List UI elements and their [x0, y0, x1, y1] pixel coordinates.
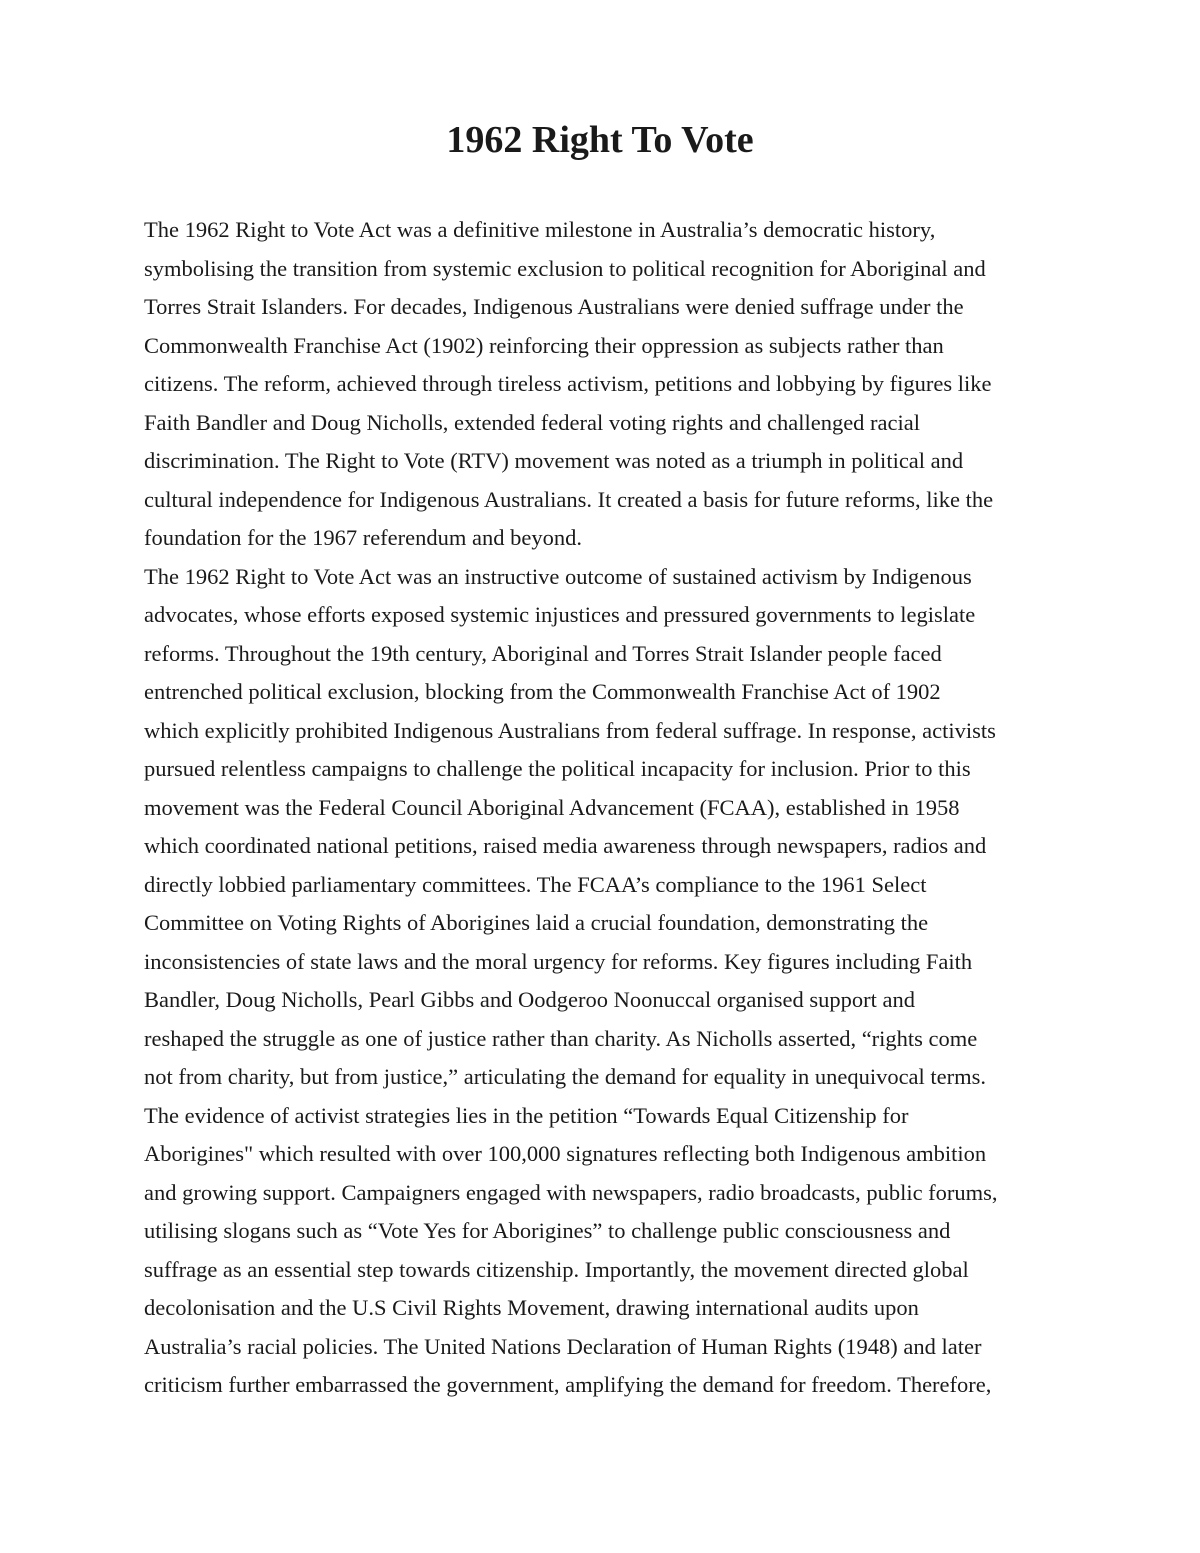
body-text-line: advocates, whose efforts exposed systemic injustices and pressured governments to legislate: [144, 602, 976, 627]
body-text-line: The 1962 Right to Vote Act was a definitive milestone in Australia’s democratic history,: [144, 217, 936, 242]
body-text-line: reshaped the struggle as one of justice rather than charity. As Nicholls asserted, “rights come: [144, 1025, 978, 1051]
body-text-line: utilising slogans such as “Vote Yes for Aborigines” to challenge public consciousness and: [144, 1218, 951, 1243]
body-text-line: reforms. Throughout the 19th century, Aboriginal and Torres Strait Islander people faced: [144, 640, 942, 666]
body-text-line: Australia’s racial policies. The United Nations Declaration of Human Rights (1948) and later: [144, 1333, 982, 1359]
body-text-line: inconsistencies of state laws and the moral urgency for reforms. Key figures including Faith: [144, 948, 973, 974]
document-title: 1962 Right To Vote: [446, 119, 754, 161]
body-text-line: The evidence of activist strategies lies in the petition “Towards Equal Citizenship for: [144, 1102, 909, 1128]
document-body: [144, 211, 1064, 1405]
body-text-line: symbolising the transition from systemic exclusion to political recognition for Aboriginal and: [144, 255, 986, 281]
body-text-line: foundation for the 1967 referendum and beyond.: [144, 525, 582, 550]
body-text-line: decolonisation and the U.S Civil Rights Movement, drawing international audits upon: [144, 1295, 919, 1320]
body-text-line: not from charity, but from justice,” articulating the demand for equality in unequivocal terms.: [144, 1064, 987, 1089]
body-text-line: directly lobbied parliamentary committees. The FCAA’s compliance to the 1961 Select: [144, 871, 927, 897]
body-text-line: suffrage as an essential step towards citizenship. Importantly, the movement directed global: [144, 1256, 969, 1282]
body-text-line: and growing support. Campaigners engaged with newspapers, radio broadcasts, public forums,: [144, 1179, 998, 1205]
body-text-line: movement was the Federal Council Aboriginal Advancement (FCAA), established in 1958: [144, 794, 960, 820]
body-text-line: The 1962 Right to Vote Act was an instructive outcome of sustained activism by Indigenous: [144, 563, 972, 589]
body-text-line: which explicitly prohibited Indigenous Australians from federal suffrage. In response, activists: [144, 717, 996, 743]
body-text-line: Aborigines" which resulted with over 100,000 signatures reflecting both Indigenous ambition: [144, 1141, 987, 1166]
body-text-line: Faith Bandler and Doug Nicholls, extended federal voting rights and challenged racial: [144, 409, 921, 435]
body-text-line: cultural independence for Indigenous Australians. It created a basis for future reforms, like the: [144, 486, 994, 512]
body-text-line: entrenched political exclusion, blocking from the Commonwealth Franchise Act of 1902: [144, 679, 941, 704]
body-text-line: citizens. The reform, achieved through tireless activism, petitions and lobbying by figures like: [144, 371, 992, 396]
body-text-line: which coordinated national petitions, raised media awareness through newspapers, radios and: [144, 833, 987, 858]
body-text-line: Bandler, Doug Nicholls, Pearl Gibbs and Oodgeroo Noonuccal organised support and: [144, 987, 916, 1012]
body-text-line: criticism further embarrassed the government, amplifying the demand for freedom. Therefore,: [144, 1372, 992, 1397]
body-text-line: Committee on Voting Rights of Aborigines laid a crucial foundation, demonstrating the: [144, 910, 929, 935]
body-text-line: discrimination. The Right to Vote (RTV) movement was noted as a triumph in political and: [144, 448, 964, 473]
body-text-line: pursued relentless campaigns to challenge the political incapacity for inclusion. Prior to this: [144, 756, 971, 781]
body-text-line: Torres Strait Islanders. For decades, Indigenous Australians were denied suffrage under the: [144, 294, 964, 319]
body-text-line: Commonwealth Franchise Act (1902) reinforcing their oppression as subjects rather than: [144, 332, 944, 358]
